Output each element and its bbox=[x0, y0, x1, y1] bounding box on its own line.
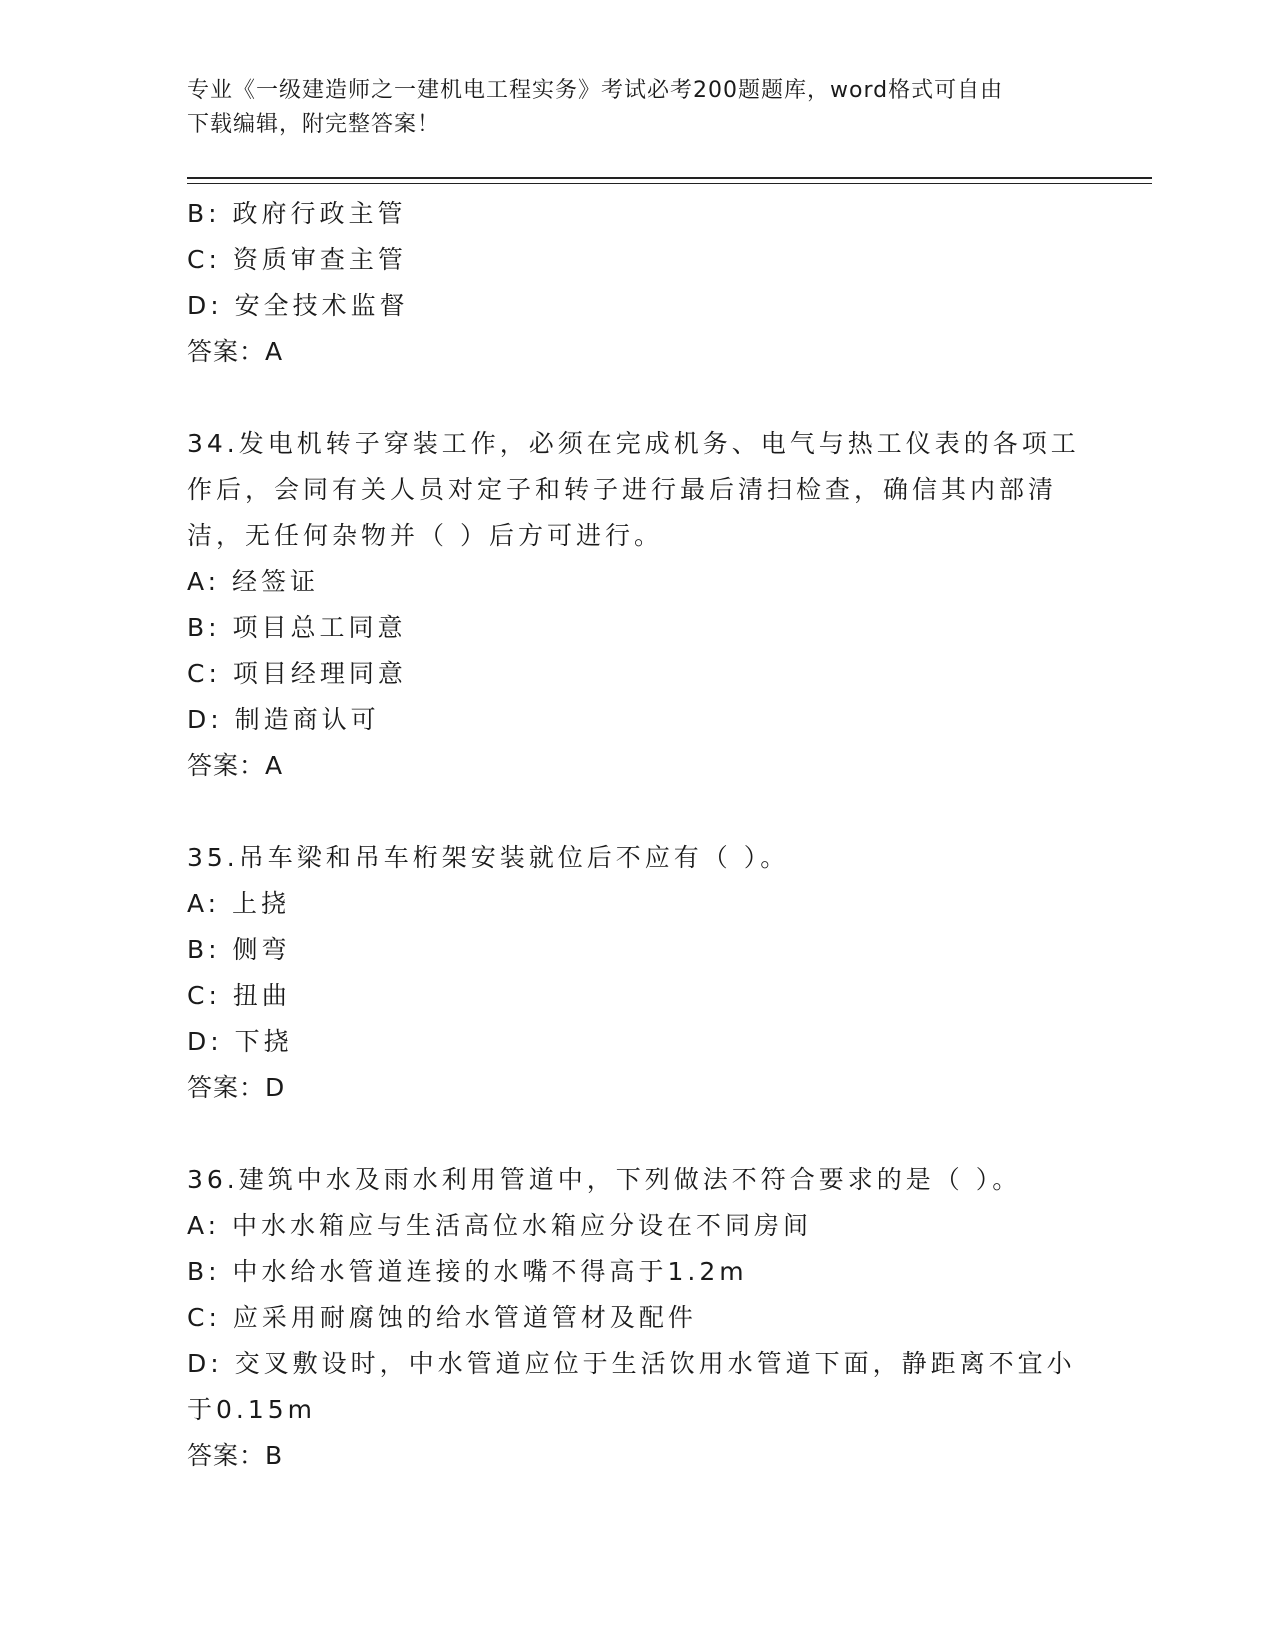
option-b: B: 项目总工同意 bbox=[187, 613, 407, 642]
option-d: D: 安全技术监督 bbox=[187, 291, 409, 320]
option-c: C: 扭曲 bbox=[187, 981, 291, 1010]
question-stem-line-3: 洁，无任何杂物并（ ）后方可进行。 bbox=[187, 521, 663, 550]
header-divider-thick bbox=[187, 177, 1152, 179]
option-d: D: 制造商认可 bbox=[187, 705, 380, 734]
option-b: B: 侧弯 bbox=[187, 935, 291, 964]
option-a: A: 上挠 bbox=[187, 889, 291, 918]
spacer bbox=[187, 789, 1087, 835]
document-header bbox=[187, 74, 1087, 142]
question-stem-line-2: 作后，会同有关人员对定子和转子进行最后清扫检查，确信其内部清 bbox=[187, 475, 1058, 504]
question-36 bbox=[187, 1157, 1087, 1479]
question-35 bbox=[187, 835, 1087, 1111]
header-line-1: 专业《一级建造师之一建机电工程实务》考试必考200题题库，word格式可自由 bbox=[187, 78, 1004, 103]
question-33 bbox=[187, 191, 1087, 375]
question-stem-line-1: 36.建筑中水及雨水利用管道中，下列做法不符合要求的是（ ）。 bbox=[187, 1165, 1022, 1194]
spacer bbox=[187, 375, 1087, 421]
option-c: C: 项目经理同意 bbox=[187, 659, 407, 688]
question-34 bbox=[187, 421, 1087, 789]
option-d: D: 下挠 bbox=[187, 1027, 293, 1056]
option-b: B: 中水给水管道连接的水嘴不得高于1.2m bbox=[187, 1257, 748, 1286]
option-d-line-1: D: 交叉敷设时，中水管道应位于生活饮用水管道下面，静距离不宜小 bbox=[187, 1349, 1076, 1378]
option-d-line-2: 于0.15m bbox=[187, 1395, 317, 1424]
option-a: A: 经签证 bbox=[187, 567, 320, 596]
answer: 答案：D bbox=[187, 1073, 286, 1102]
answer: 答案：A bbox=[187, 337, 284, 366]
question-stem-line-1: 35.吊车梁和吊车桁架安装就位后不应有（ ）。 bbox=[187, 843, 790, 872]
option-c: C: 应采用耐腐蚀的给水管道管材及配件 bbox=[187, 1303, 697, 1332]
option-b: B: 政府行政主管 bbox=[187, 199, 407, 228]
answer: 答案：B bbox=[187, 1441, 284, 1470]
answer: 答案：A bbox=[187, 751, 284, 780]
header-line-2: 下载编辑，附完整答案！ bbox=[187, 112, 441, 137]
question-list bbox=[187, 191, 1087, 1479]
question-stem-line-1: 34.发电机转子穿装工作，必须在完成机务、电气与热工仪表的各项工 bbox=[187, 429, 1080, 458]
header-divider-thin bbox=[187, 183, 1152, 184]
option-a: A: 中水水箱应与生活高位水箱应分设在不同房间 bbox=[187, 1211, 813, 1240]
option-c: C: 资质审查主管 bbox=[187, 245, 407, 274]
spacer bbox=[187, 1111, 1087, 1157]
